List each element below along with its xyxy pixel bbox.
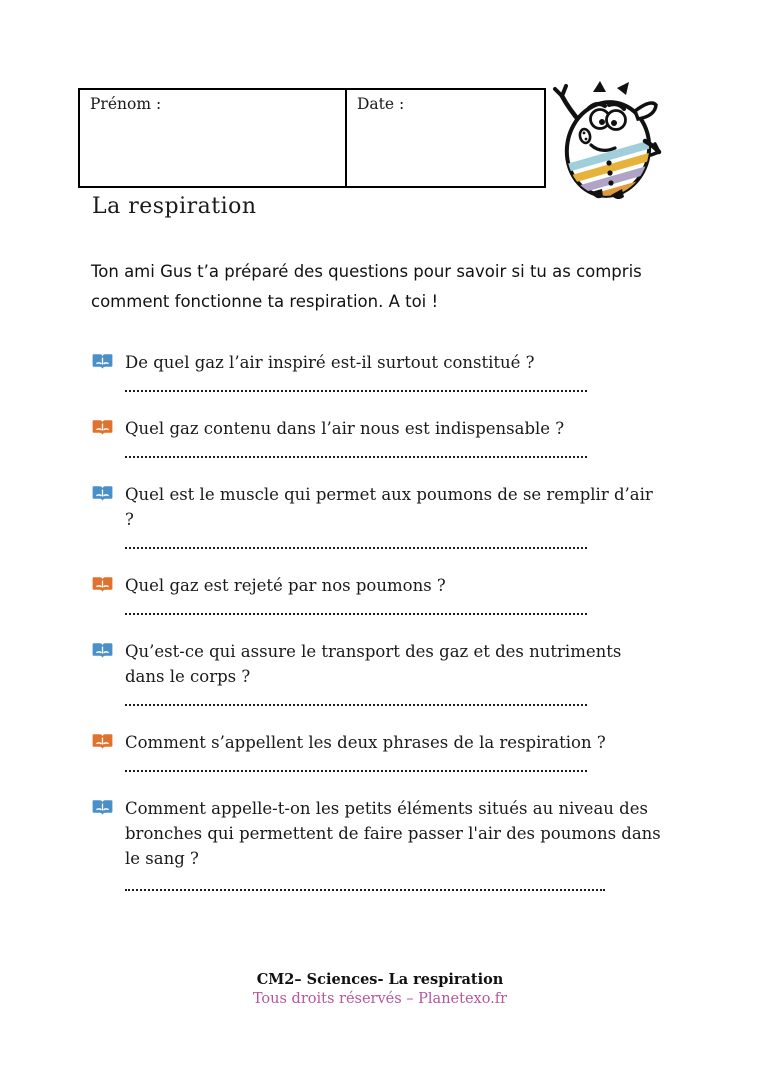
question-block bbox=[92, 482, 664, 549]
question-text: Comment appelle-t-on les petits éléments situés au niveau des bronches qui permettent de faire passer l'air des poumons dans le sang ? bbox=[125, 799, 661, 868]
prenom-label: Prénom : bbox=[90, 95, 162, 113]
footer-course-label: CM2– Sciences- La respiration bbox=[256, 971, 504, 988]
question-block bbox=[92, 416, 664, 458]
question-text: Quel est le muscle qui permet aux poumons de se remplir d’air ? bbox=[125, 485, 653, 529]
date-label: Date : bbox=[357, 95, 405, 113]
question-row bbox=[92, 416, 664, 441]
mascot-gus-illustration bbox=[551, 79, 663, 199]
question-text: De quel gaz l’air inspiré est-il surtout constitué ? bbox=[125, 353, 535, 372]
question-text: Quel gaz est rejeté par nos poumons ? bbox=[125, 576, 446, 595]
book-blue-icon bbox=[92, 485, 114, 502]
mascot-eye-right bbox=[607, 111, 626, 130]
book-blue-icon bbox=[92, 799, 114, 816]
questions-list bbox=[92, 350, 664, 915]
question-row bbox=[92, 730, 664, 755]
book-orange-icon bbox=[92, 576, 114, 593]
question-row bbox=[92, 639, 664, 689]
question-text: Quel gaz contenu dans l’air nous est indispensable ? bbox=[125, 419, 565, 438]
answer-line[interactable] bbox=[125, 545, 587, 549]
header-id-table bbox=[78, 88, 546, 188]
mascot-gus bbox=[551, 79, 663, 199]
answer-line[interactable] bbox=[125, 887, 605, 891]
question-row bbox=[92, 796, 664, 871]
page-footer bbox=[0, 971, 760, 1007]
question-row bbox=[92, 573, 664, 598]
page-title: La respiration bbox=[92, 194, 257, 219]
date-field[interactable] bbox=[347, 90, 544, 186]
footer-copyright: Tous droits réservés – Planetexo.fr bbox=[252, 991, 508, 1007]
mascot-horn-left bbox=[593, 81, 606, 92]
question-text: Qu’est-ce qui assure le transport des gaz et des nutriments dans le corps ? bbox=[125, 642, 622, 686]
answer-line[interactable] bbox=[125, 768, 587, 772]
prenom-field[interactable] bbox=[80, 90, 347, 186]
question-row bbox=[92, 350, 664, 375]
answer-line[interactable] bbox=[125, 611, 587, 615]
book-orange-icon bbox=[92, 419, 114, 436]
book-blue-icon bbox=[92, 353, 114, 370]
mascot-ear bbox=[635, 103, 656, 119]
book-blue-icon bbox=[92, 642, 114, 659]
answer-line[interactable] bbox=[125, 388, 587, 392]
question-block bbox=[92, 639, 664, 706]
book-orange-icon bbox=[92, 733, 114, 750]
intro-text: Ton ami Gus t’a préparé des questions pour savoir si tu as compris comment fonctionne ta respiration. A toi ! bbox=[91, 262, 642, 311]
question-row bbox=[92, 482, 664, 532]
question-block bbox=[92, 730, 664, 772]
mascot-horn-right bbox=[617, 82, 629, 95]
answer-line[interactable] bbox=[125, 454, 587, 458]
question-block bbox=[92, 350, 664, 392]
question-text: Comment s’appellent les deux phrases de la respiration ? bbox=[125, 733, 606, 752]
answer-line[interactable] bbox=[125, 702, 587, 706]
question-block bbox=[92, 573, 664, 615]
question-block bbox=[92, 796, 664, 891]
